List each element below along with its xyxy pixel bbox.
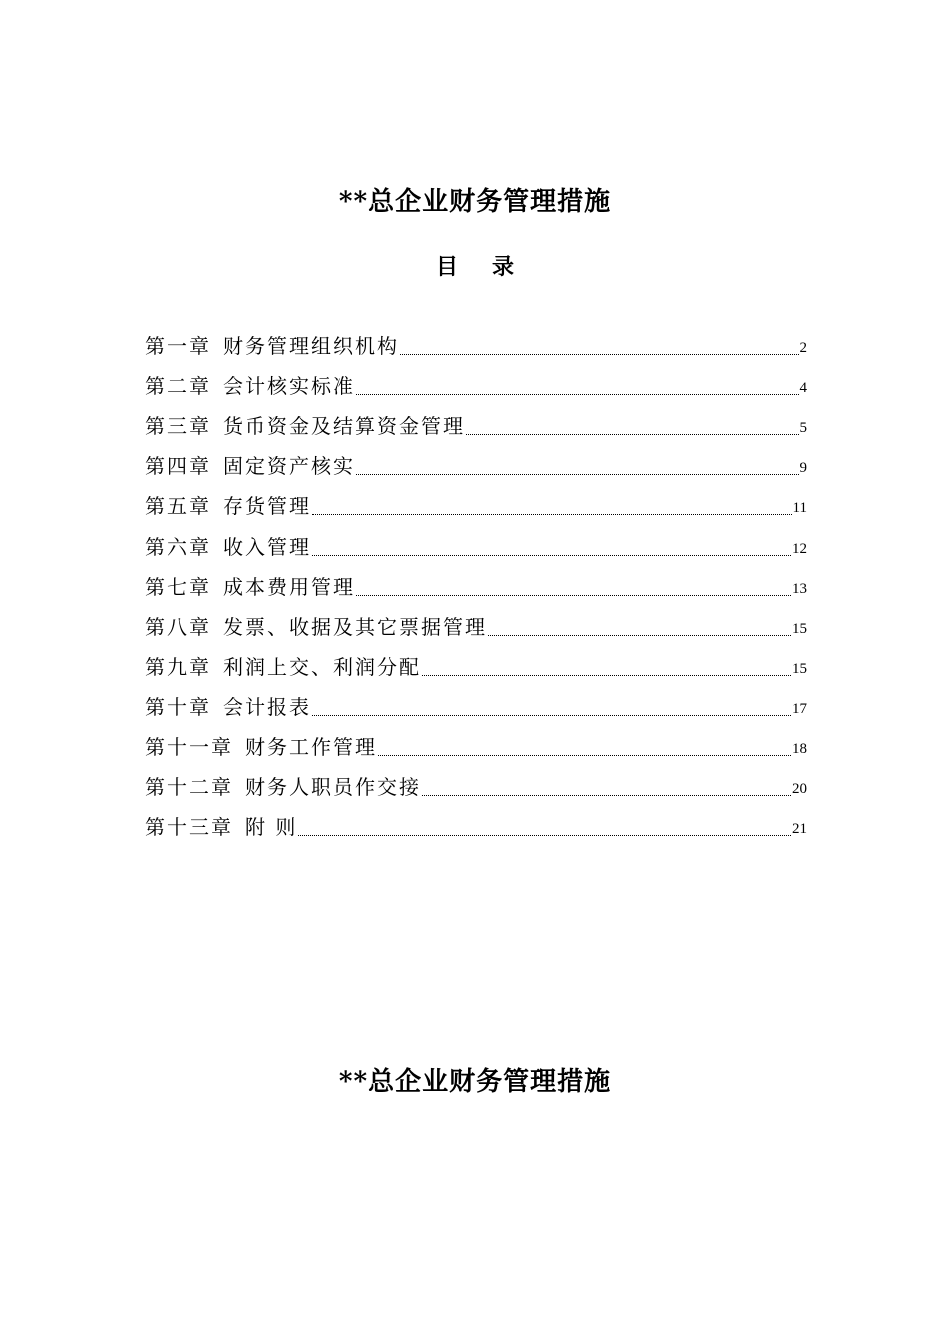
toc-dot-leader <box>356 474 799 475</box>
toc-page-number: 11 <box>792 500 807 517</box>
toc-page-number: 18 <box>792 741 807 758</box>
toc-chapter-number: 第三章 <box>145 414 211 439</box>
document-title: **总企业财务管理措施 <box>338 187 612 217</box>
toc-entry[interactable] <box>145 326 807 366</box>
toc-entry[interactable] <box>145 727 807 767</box>
toc-chapter-name: 财务管理组织机构 <box>223 334 399 359</box>
toc-chapter-number: 第十三章 <box>145 815 233 840</box>
toc-chapter-name: 利润上交、利润分配 <box>223 654 421 679</box>
toc-page-number: 5 <box>799 420 807 437</box>
toc-entry[interactable] <box>145 486 807 526</box>
toc-entry[interactable] <box>145 406 807 446</box>
toc-chapter-number: 第二章 <box>145 374 211 399</box>
toc-dot-leader <box>298 835 791 836</box>
table-of-contents <box>145 326 807 847</box>
toc-entry[interactable] <box>145 647 807 687</box>
toc-entry[interactable] <box>145 526 807 566</box>
toc-page-number: 21 <box>792 821 807 838</box>
toc-entry[interactable] <box>145 446 807 486</box>
toc-chapter-name: 财务工作管理 <box>245 735 377 760</box>
toc-dot-leader <box>422 675 791 676</box>
toc-chapter-name: 收入管理 <box>223 534 311 559</box>
toc-chapter-name: 会计核实标准 <box>223 374 355 399</box>
toc-page-number: 15 <box>792 660 807 677</box>
toc-dot-leader <box>422 795 791 796</box>
toc-entry[interactable] <box>145 567 807 607</box>
toc-chapter-name: 货币资金及结算资金管理 <box>223 414 465 439</box>
toc-chapter-name: 固定资产核实 <box>223 454 355 479</box>
toc-dot-leader <box>488 635 791 636</box>
toc-entry[interactable] <box>145 607 807 647</box>
toc-dot-leader <box>312 715 791 716</box>
toc-chapter-name: 会计报表 <box>223 694 311 719</box>
toc-chapter-name: 存货管理 <box>223 494 311 519</box>
toc-page-number: 4 <box>799 380 807 397</box>
toc-chapter-number: 第十章 <box>145 694 211 719</box>
toc-dot-leader <box>356 394 799 395</box>
toc-heading: 目录 <box>435 254 548 280</box>
toc-chapter-number: 第十一章 <box>145 735 233 760</box>
toc-page-number: 2 <box>799 340 807 357</box>
toc-entry[interactable] <box>145 366 807 406</box>
toc-chapter-number: 第六章 <box>145 534 211 559</box>
toc-chapter-number: 第五章 <box>145 494 211 519</box>
toc-dot-leader <box>356 595 791 596</box>
toc-chapter-number: 第九章 <box>145 654 211 679</box>
toc-page-number: 12 <box>792 540 807 557</box>
toc-chapter-number: 第四章 <box>145 454 211 479</box>
toc-page-number: 17 <box>792 700 807 717</box>
body-section-title: **总企业财务管理措施 <box>338 1067 612 1097</box>
toc-entry[interactable] <box>145 807 807 847</box>
toc-page-number: 9 <box>799 460 807 477</box>
toc-chapter-number: 第七章 <box>145 574 211 599</box>
toc-entry[interactable] <box>145 767 807 807</box>
toc-dot-leader <box>466 434 799 435</box>
toc-dot-leader <box>378 755 791 756</box>
toc-chapter-number: 第十二章 <box>145 775 233 800</box>
toc-dot-leader <box>312 514 792 515</box>
toc-chapter-number: 第八章 <box>145 614 211 639</box>
toc-page-number: 13 <box>792 580 807 597</box>
toc-chapter-number: 第一章 <box>145 334 211 359</box>
toc-chapter-name: 财务人职员作交接 <box>245 775 421 800</box>
toc-chapter-name: 成本费用管理 <box>223 574 355 599</box>
toc-page-number: 15 <box>792 620 807 637</box>
toc-page-number: 20 <box>792 781 807 798</box>
toc-chapter-name: 发票、收据及其它票据管理 <box>223 614 487 639</box>
toc-dot-leader <box>312 555 791 556</box>
toc-dot-leader <box>400 354 799 355</box>
toc-chapter-name: 附 则 <box>245 815 298 840</box>
toc-entry[interactable] <box>145 687 807 727</box>
